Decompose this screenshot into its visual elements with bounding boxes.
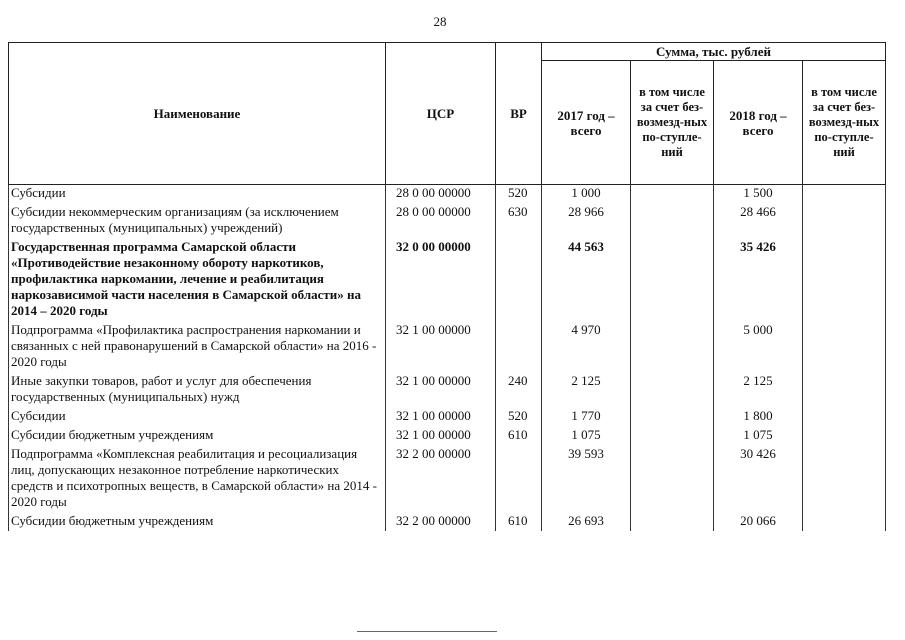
row-csr: 32 1 00 00000: [386, 372, 496, 407]
header-name: Наименование: [9, 43, 386, 185]
header-2017-incl: в том числе за счет без-возмезд-ных по-ступле-ний: [631, 61, 714, 185]
header-csr: ЦСР: [386, 43, 496, 185]
row-2017-total: 1 075: [542, 426, 631, 445]
row-2017-total: 2 125: [542, 372, 631, 407]
row-name: Субсидии: [9, 185, 386, 204]
row-2018-total: 20 066: [714, 512, 803, 531]
row-vr: 610: [496, 512, 542, 531]
row-csr: 32 1 00 00000: [386, 321, 496, 372]
row-csr: 32 1 00 00000: [386, 426, 496, 445]
header-sum-group: Сумма, тыс. рублей: [542, 43, 886, 61]
row-csr: 28 0 00 00000: [386, 185, 496, 204]
row-2018-total: 28 466: [714, 203, 803, 238]
row-csr: 32 2 00 00000: [386, 445, 496, 512]
table-header: [9, 43, 886, 185]
row-2018-incl: [803, 407, 886, 426]
budget-table: [8, 42, 886, 531]
row-2017-total: 44 563: [542, 238, 631, 321]
row-2017-total: 26 693: [542, 512, 631, 531]
row-2017-incl: [631, 372, 714, 407]
table-row: [9, 512, 886, 531]
row-2018-total: 2 125: [714, 372, 803, 407]
row-vr: [496, 445, 542, 512]
row-2017-incl: [631, 445, 714, 512]
row-vr: 610: [496, 426, 542, 445]
row-vr: [496, 238, 542, 321]
footer-divider: [357, 631, 497, 632]
row-csr: 32 2 00 00000: [386, 512, 496, 531]
row-2018-incl: [803, 512, 886, 531]
row-2018-total: 30 426: [714, 445, 803, 512]
table-row: [9, 426, 886, 445]
row-name: Субсидии бюджетным учреждениям: [9, 426, 386, 445]
row-vr: [496, 321, 542, 372]
row-2017-incl: [631, 426, 714, 445]
row-2018-incl: [803, 185, 886, 204]
row-2017-total: 39 593: [542, 445, 631, 512]
row-2017-incl: [631, 407, 714, 426]
row-name: Государственная программа Самарской области «Противодействие незаконному обороту наркотиков, профилактика наркомании, лечение и реабилитация наркозависимой части населения в Самарской области» на 2014 – 2020 годы: [9, 238, 386, 321]
row-name: Субсидии некоммерческим организациям (за исключением государственных (муниципальных) учреждений): [9, 203, 386, 238]
table-row: [9, 372, 886, 407]
row-vr: 520: [496, 407, 542, 426]
row-vr: 630: [496, 203, 542, 238]
header-2018-total: 2018 год – всего: [714, 61, 803, 185]
row-2018-incl: [803, 426, 886, 445]
row-2018-total: 1 800: [714, 407, 803, 426]
row-name: Подпрограмма «Профилактика распространения наркомании и связанных с ней правонарушений в Самарской области» на 2016 - 2020 годы: [9, 321, 386, 372]
row-2017-incl: [631, 203, 714, 238]
row-2018-incl: [803, 238, 886, 321]
table-row: [9, 185, 886, 204]
row-2018-total: 1 075: [714, 426, 803, 445]
row-name: Субсидии: [9, 407, 386, 426]
row-2017-incl: [631, 321, 714, 372]
row-vr: 520: [496, 185, 542, 204]
table-row: [9, 203, 886, 238]
row-2017-total: 1 000: [542, 185, 631, 204]
row-2017-total: 1 770: [542, 407, 631, 426]
row-2018-total: 35 426: [714, 238, 803, 321]
header-2017-total: 2017 год – всего: [542, 61, 631, 185]
row-2018-total: 1 500: [714, 185, 803, 204]
table-row: [9, 407, 886, 426]
row-2017-total: 4 970: [542, 321, 631, 372]
row-2017-total: 28 966: [542, 203, 631, 238]
row-2017-incl: [631, 512, 714, 531]
row-2018-incl: [803, 203, 886, 238]
page-number: 28: [433, 14, 447, 29]
row-name: Иные закупки товаров, работ и услуг для обеспечения государственных (муниципальных) нужд: [9, 372, 386, 407]
row-vr: 240: [496, 372, 542, 407]
row-2018-incl: [803, 321, 886, 372]
row-2017-incl: [631, 238, 714, 321]
row-2018-incl: [803, 372, 886, 407]
table-row: [9, 238, 886, 321]
row-name: Субсидии бюджетным учреждениям: [9, 512, 386, 531]
row-csr: 32 0 00 00000: [386, 238, 496, 321]
table-row: [9, 445, 886, 512]
row-2018-total: 5 000: [714, 321, 803, 372]
row-2017-incl: [631, 185, 714, 204]
header-vr: ВР: [496, 43, 542, 185]
table-body: [9, 185, 886, 532]
row-csr: 28 0 00 00000: [386, 203, 496, 238]
row-name: Подпрограмма «Комплексная реабилитация и ресоциализация лиц, допускающих незаконное потребление наркотических средств и психотропных веществ, в Самарской области» на 2014 - 2020 годы: [9, 445, 386, 512]
table-row: [9, 321, 886, 372]
row-2018-incl: [803, 445, 886, 512]
row-csr: 32 1 00 00000: [386, 407, 496, 426]
header-2018-incl: в том числе за счет без-возмезд-ных по-ступле-ний: [803, 61, 886, 185]
